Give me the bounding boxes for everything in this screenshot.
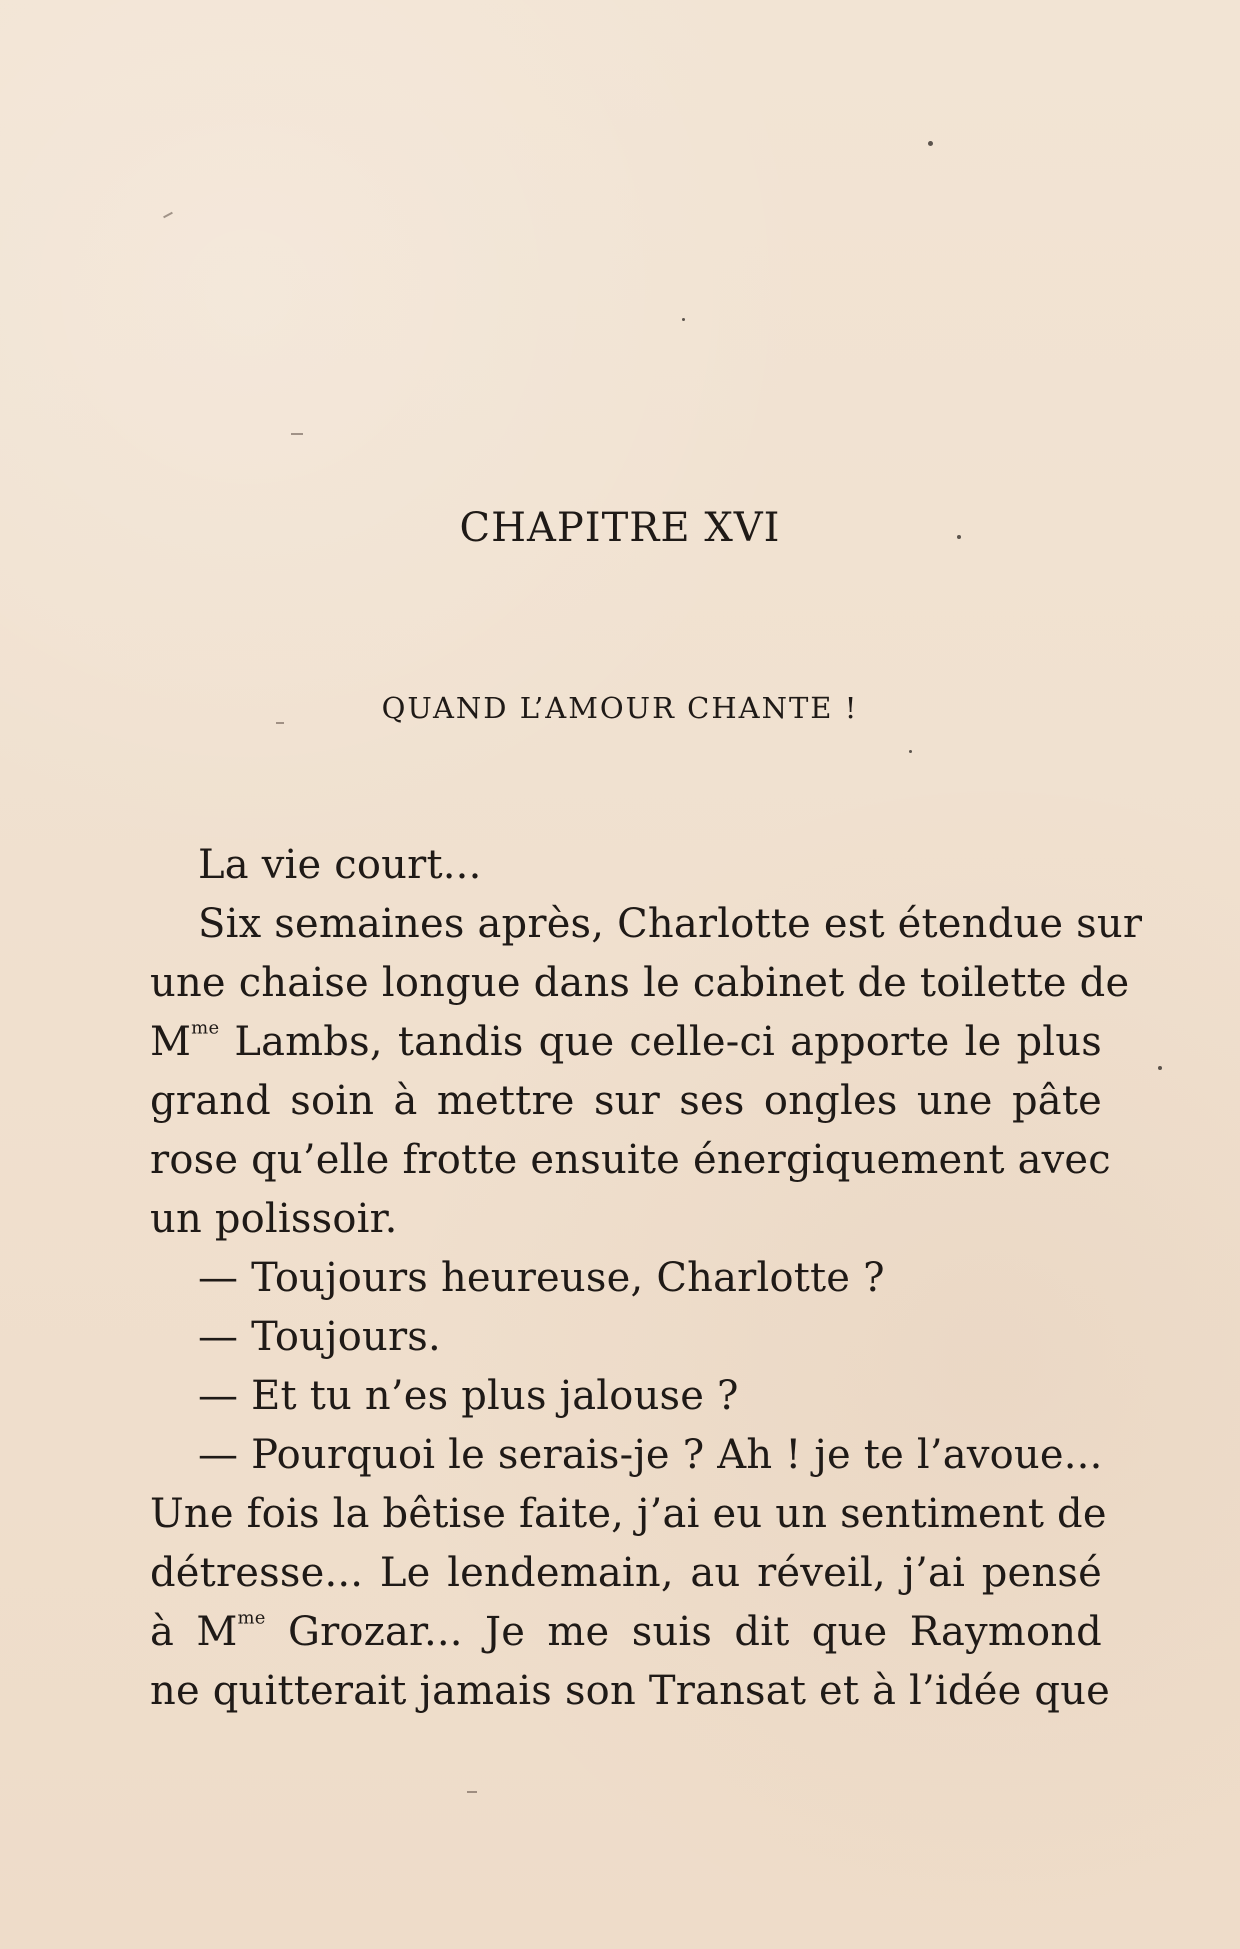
text-line: ne quitterait jamais son Transat et à l’idée que (150, 1668, 1111, 1714)
text-line: un polissoir. (150, 1196, 398, 1242)
text-line: détresse... Le lendemain, au réveil, j’ai pensé (150, 1550, 1102, 1596)
dialogue-line: — Pourquoi le serais-je ? Ah ! je te l’avoue... (198, 1432, 1103, 1478)
body-text (150, 836, 1143, 1721)
title-abbreviation: $M^{me}$ (196, 1607, 266, 1655)
chapter-subtitle: QUAND L’AMOUR CHANTE ! (381, 691, 859, 725)
paper-mark (467, 1791, 477, 1793)
ink-speck (1158, 1066, 1162, 1070)
text-line-start: à (150, 1609, 197, 1655)
chapter-title: CHAPITRE XVI (459, 505, 781, 551)
text-line: La vie court... (198, 842, 482, 888)
text-line: Une fois la bêtise faite, j’ai eu un sentiment de (150, 1491, 1107, 1537)
text-line (150, 1603, 1102, 1662)
dialogue-line: — Et tu n’es plus jalouse ? (198, 1373, 739, 1419)
text-line: grand soin à mettre sur ses ongles une pâte (150, 1078, 1102, 1124)
ink-speck (682, 318, 685, 321)
dialogue-line: — Toujours. (198, 1314, 441, 1360)
text-line: rose qu’elle frotte ensuite énergiquement avec (150, 1137, 1111, 1183)
text-line: une chaise longue dans le cabinet de toilette de (150, 960, 1130, 1006)
ink-speck (909, 750, 912, 753)
text-line (150, 1013, 1102, 1072)
paper-mark (291, 433, 303, 435)
paper-mark (163, 212, 173, 218)
ink-speck (928, 141, 933, 146)
dialogue-line: — Toujours heureuse, Charlotte ? (198, 1255, 885, 1301)
text-line-rest: Lambs, tandis que celle-ci apporte le plus (219, 1019, 1102, 1065)
title-abbreviation: $M^{me}$ (150, 1017, 220, 1065)
text-line: Six semaines après, Charlotte est étendue sur (198, 901, 1143, 947)
text-line-rest: Grozar... Je me suis dit que Raymond (265, 1609, 1102, 1655)
